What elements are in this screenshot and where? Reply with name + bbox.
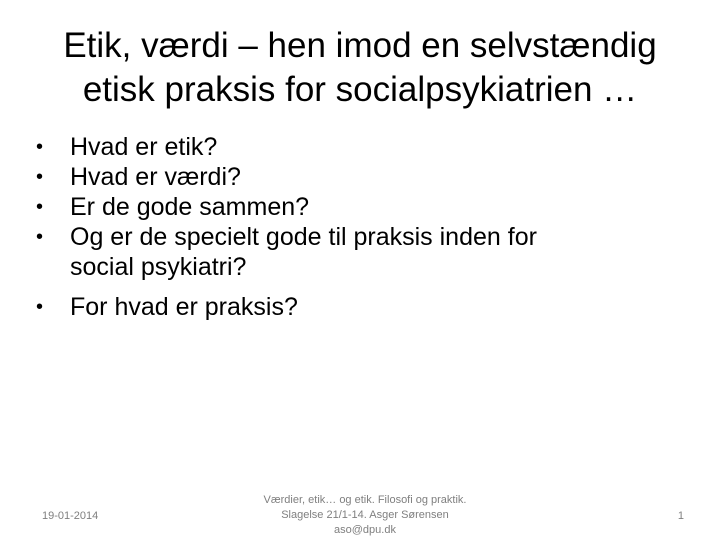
bullet-text: Er de gode sammen? xyxy=(70,193,310,221)
slide-title-line-1: Etik, værdi – hen imod en selvstændig xyxy=(63,26,657,65)
bullet-item xyxy=(36,132,656,162)
footer-info-line-2: Slagelse 21/1-14. Asger Sørensen xyxy=(281,509,449,521)
bullet-dot: • xyxy=(36,196,44,218)
slide-title xyxy=(30,24,690,112)
slide-number: 1 xyxy=(677,510,684,522)
footer-email: aso@dpu.dk xyxy=(334,524,396,536)
footer-date: 19-01-2014 xyxy=(42,510,99,522)
footer-info-line-1: Værdier, etik… og etik. Filosofi og praktik. xyxy=(263,494,467,506)
footer-info xyxy=(240,493,490,538)
bullet-text: Hvad er etik? xyxy=(70,133,218,161)
bullet-item xyxy=(36,162,656,192)
bullet-text: For hvad er praksis? xyxy=(70,293,298,321)
bullet-item xyxy=(36,222,656,282)
slide-title-line-2: etisk praksis for socialpsykiatrien … xyxy=(82,70,638,109)
bullet-item xyxy=(36,292,656,322)
bullet-dot: • xyxy=(36,166,44,188)
bullet-list xyxy=(36,132,656,322)
bullet-text: Hvad er værdi? xyxy=(70,163,241,191)
bullet-text-line-1: Og er de specielt gode til praksis inden for xyxy=(70,223,537,251)
bullet-dot: • xyxy=(36,226,44,248)
bullet-dot: • xyxy=(36,136,44,158)
bullet-item xyxy=(36,192,656,222)
bullet-dot: • xyxy=(36,296,44,318)
bullet-text-line-2: social psykiatri? xyxy=(70,253,247,281)
